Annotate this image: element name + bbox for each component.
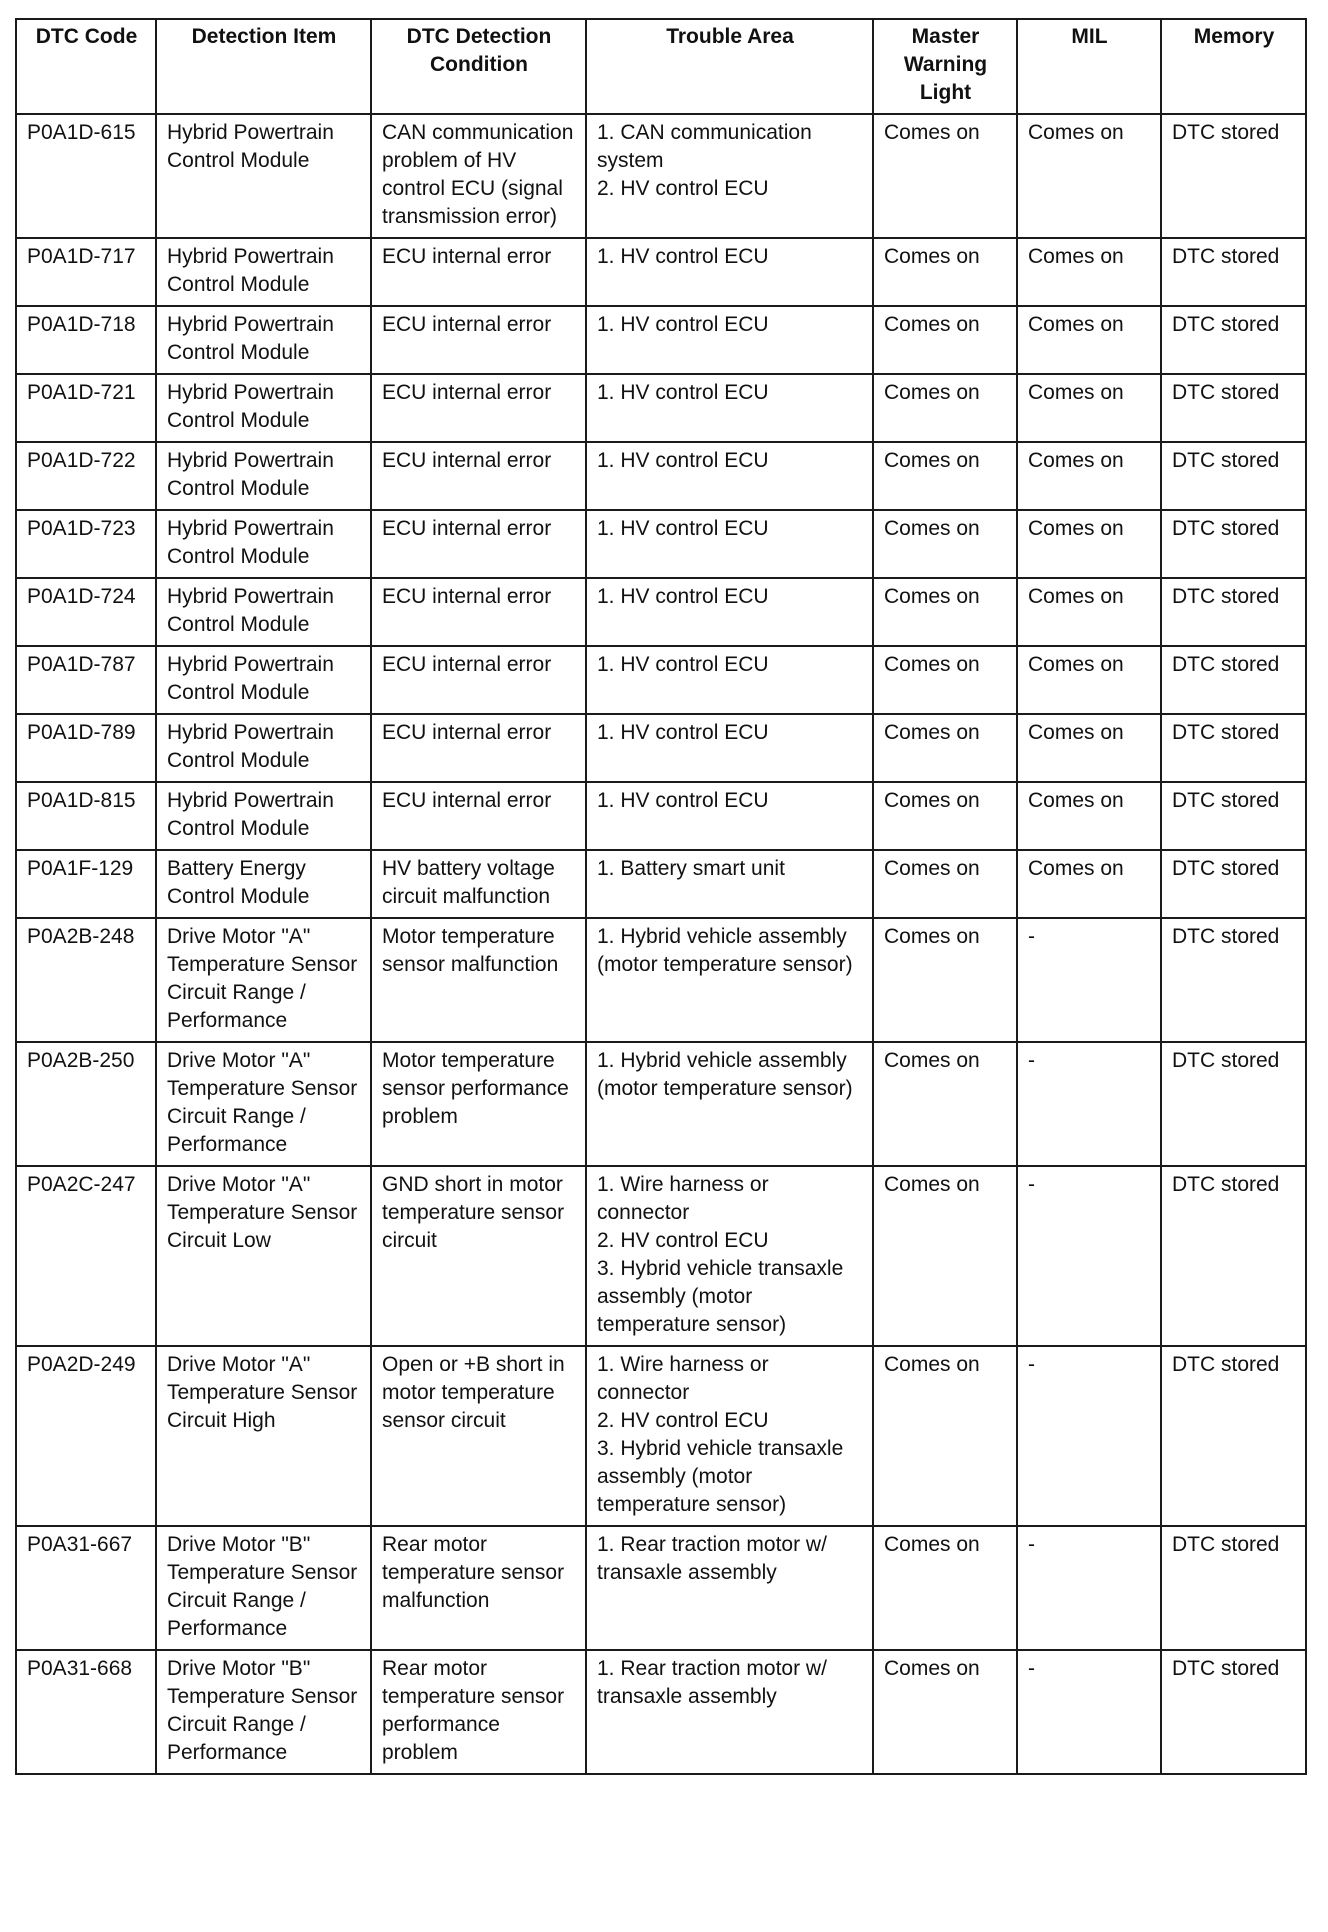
cell-detection-condition [371,850,586,918]
cell-detection-condition-text: ECU internal error [382,585,552,608]
cell-master-warning-light [873,442,1017,510]
cell-mil [1017,578,1161,646]
cell-master-warning-light-text: Comes on [884,653,980,676]
cell-detection-item [156,646,371,714]
table-row [16,714,1306,782]
cell-trouble-area-text: 1. Hybrid vehicle assembly (motor temperature sensor) [597,925,853,976]
cell-mil-text: Comes on [1028,585,1124,608]
cell-mil-text: Comes on [1028,517,1124,540]
cell-trouble-area-text: 1. CAN communication system 2. HV control ECU [597,121,812,200]
cell-mil-text: Comes on [1028,653,1124,676]
table-row [16,442,1306,510]
cell-detection-item-text: Hybrid Powertrain Control Module [167,449,334,500]
cell-memory-text: DTC stored [1172,1657,1280,1680]
cell-trouble-area [586,1526,873,1650]
cell-trouble-area [586,714,873,782]
cell-mil-text: - [1028,1533,1035,1556]
cell-dtc-code [16,1166,156,1346]
cell-dtc-code-text: P0A1D-787 [27,653,136,676]
cell-trouble-area-text: 1. Hybrid vehicle assembly (motor temperature sensor) [597,1049,853,1100]
cell-mil [1017,1346,1161,1526]
cell-mil-text: - [1028,1173,1035,1196]
cell-detection-condition [371,1166,586,1346]
header-memory: Memory [1161,19,1306,114]
cell-dtc-code [16,1650,156,1774]
table-row [16,782,1306,850]
cell-detection-condition [371,374,586,442]
cell-master-warning-light-text: Comes on [884,381,980,404]
cell-mil-text: Comes on [1028,313,1124,336]
cell-detection-condition [371,782,586,850]
cell-memory [1161,306,1306,374]
cell-detection-item-text: Hybrid Powertrain Control Module [167,585,334,636]
cell-detection-condition [371,1042,586,1166]
cell-dtc-code-text: P0A1D-722 [27,449,136,472]
cell-dtc-code-text: P0A1F-129 [27,857,134,880]
cell-detection-item-text: Hybrid Powertrain Control Module [167,313,334,364]
table-row [16,306,1306,374]
header-detection-item: Detection Item [156,19,371,114]
cell-master-warning-light [873,850,1017,918]
cell-detection-condition [371,238,586,306]
cell-dtc-code-text: P0A1D-721 [27,381,136,404]
cell-dtc-code-text: P0A2C-247 [27,1173,136,1196]
cell-trouble-area-text: 1. HV control ECU [597,653,769,676]
cell-dtc-code [16,782,156,850]
cell-dtc-code-text: P0A1D-718 [27,313,136,336]
cell-mil [1017,1166,1161,1346]
cell-memory-text: DTC stored [1172,585,1280,608]
cell-dtc-code [16,714,156,782]
cell-master-warning-light [873,510,1017,578]
cell-memory [1161,1166,1306,1346]
cell-trouble-area [586,238,873,306]
cell-memory [1161,850,1306,918]
cell-detection-item [156,850,371,918]
cell-trouble-area [586,1650,873,1774]
cell-detection-item [156,238,371,306]
cell-memory-text: DTC stored [1172,1049,1280,1072]
cell-detection-item-text: Hybrid Powertrain Control Module [167,381,334,432]
cell-mil-text: Comes on [1028,789,1124,812]
cell-master-warning-light-text: Comes on [884,449,980,472]
cell-detection-condition-text: CAN communication problem of HV control ECU (signal transmission error) [382,121,574,228]
cell-trouble-area-text: 1. Battery smart unit [597,857,785,880]
cell-detection-condition-text: Motor temperature sensor malfunction [382,925,559,976]
cell-dtc-code [16,1346,156,1526]
cell-detection-condition-text: ECU internal error [382,313,552,336]
cell-dtc-code [16,306,156,374]
cell-detection-condition [371,510,586,578]
cell-memory [1161,442,1306,510]
cell-memory-text: DTC stored [1172,381,1280,404]
cell-memory-text: DTC stored [1172,653,1280,676]
cell-detection-item-text: Hybrid Powertrain Control Module [167,245,334,296]
cell-detection-item-text: Drive Motor "B" Temperature Sensor Circuit Range / Performance [167,1657,358,1764]
header-detection-condition: DTC Detection Condition [371,19,586,114]
cell-detection-item-text: Hybrid Powertrain Control Module [167,653,334,704]
cell-master-warning-light [873,714,1017,782]
table-body [16,114,1306,1774]
cell-mil-text: Comes on [1028,121,1124,144]
cell-trouble-area [586,114,873,238]
cell-mil-text: Comes on [1028,449,1124,472]
cell-trouble-area-text: 1. HV control ECU [597,517,769,540]
table-row [16,1166,1306,1346]
cell-detection-item-text: Drive Motor "A" Temperature Sensor Circuit Low [167,1173,358,1252]
cell-master-warning-light [873,918,1017,1042]
cell-dtc-code-text: P0A1D-717 [27,245,136,268]
cell-master-warning-light-text: Comes on [884,313,980,336]
cell-master-warning-light [873,1166,1017,1346]
cell-detection-condition-text: ECU internal error [382,381,552,404]
cell-trouble-area-text: 1. HV control ECU [597,789,769,812]
cell-master-warning-light [873,1526,1017,1650]
cell-trouble-area [586,1166,873,1346]
cell-mil-text: - [1028,1657,1035,1680]
cell-memory-text: DTC stored [1172,449,1280,472]
cell-memory [1161,578,1306,646]
cell-master-warning-light [873,646,1017,714]
cell-memory [1161,918,1306,1042]
cell-master-warning-light [873,578,1017,646]
cell-memory-text: DTC stored [1172,245,1280,268]
cell-mil-text: - [1028,925,1035,948]
cell-dtc-code [16,850,156,918]
table-row [16,1650,1306,1774]
cell-memory [1161,782,1306,850]
cell-detection-condition [371,646,586,714]
table-row [16,918,1306,1042]
table-row [16,1042,1306,1166]
cell-mil [1017,714,1161,782]
cell-master-warning-light-text: Comes on [884,1657,980,1680]
cell-dtc-code-text: P0A2D-249 [27,1353,136,1376]
cell-mil [1017,374,1161,442]
cell-detection-condition-text: ECU internal error [382,789,552,812]
cell-dtc-code-text: P0A2B-250 [27,1049,135,1072]
cell-detection-condition [371,306,586,374]
dtc-table [15,18,1307,1775]
table-row [16,1346,1306,1526]
cell-dtc-code-text: P0A1D-724 [27,585,136,608]
header-dtc-code: DTC Code [16,19,156,114]
cell-master-warning-light [873,306,1017,374]
cell-detection-condition-text: ECU internal error [382,653,552,676]
cell-mil [1017,306,1161,374]
cell-memory [1161,1042,1306,1166]
cell-dtc-code [16,114,156,238]
cell-dtc-code-text: P0A1D-723 [27,517,136,540]
cell-master-warning-light-text: Comes on [884,1173,980,1196]
cell-detection-item [156,1526,371,1650]
header-master-warning-light: Master Warning Light [873,19,1017,114]
cell-detection-item [156,714,371,782]
cell-master-warning-light-text: Comes on [884,245,980,268]
cell-detection-item [156,114,371,238]
cell-mil-text: Comes on [1028,245,1124,268]
cell-trouble-area-text: 1. Rear traction motor w/ transaxle assembly [597,1533,827,1584]
cell-trouble-area [586,510,873,578]
cell-trouble-area-text: 1. HV control ECU [597,381,769,404]
table-row [16,238,1306,306]
cell-trouble-area [586,1042,873,1166]
cell-dtc-code-text: P0A1D-815 [27,789,136,812]
cell-dtc-code-text: P0A1D-615 [27,121,136,144]
cell-memory [1161,714,1306,782]
cell-memory-text: DTC stored [1172,857,1280,880]
cell-detection-item [156,1346,371,1526]
cell-dtc-code [16,442,156,510]
cell-detection-condition [371,1526,586,1650]
cell-detection-condition-text: ECU internal error [382,245,552,268]
cell-trouble-area-text: 1. HV control ECU [597,449,769,472]
cell-detection-condition-text: Motor temperature sensor performance problem [382,1049,569,1128]
cell-detection-item [156,442,371,510]
cell-mil [1017,782,1161,850]
cell-dtc-code-text: P0A31-667 [27,1533,133,1556]
header-trouble-area: Trouble Area [586,19,873,114]
cell-mil-text: - [1028,1049,1035,1072]
table-row [16,1526,1306,1650]
cell-mil-text: - [1028,1353,1035,1376]
cell-dtc-code [16,918,156,1042]
cell-memory-text: DTC stored [1172,1533,1280,1556]
cell-master-warning-light-text: Comes on [884,585,980,608]
cell-master-warning-light-text: Comes on [884,121,980,144]
cell-mil [1017,510,1161,578]
cell-dtc-code [16,238,156,306]
cell-trouble-area [586,1346,873,1526]
table-row [16,578,1306,646]
cell-trouble-area-text: 1. Rear traction motor w/ transaxle assembly [597,1657,827,1708]
cell-detection-item [156,1166,371,1346]
cell-detection-item-text: Hybrid Powertrain Control Module [167,121,334,172]
table-row [16,510,1306,578]
cell-dtc-code-text: P0A31-668 [27,1657,133,1680]
cell-detection-condition-text: Rear motor temperature sensor performance problem [382,1657,565,1764]
header-mil: MIL [1017,19,1161,114]
cell-trouble-area-text: 1. Wire harness or connector 2. HV control ECU 3. Hybrid vehicle transaxle assembly (motor temperature sensor) [597,1353,844,1516]
cell-master-warning-light [873,782,1017,850]
cell-memory-text: DTC stored [1172,721,1280,744]
cell-detection-item [156,1650,371,1774]
cell-detection-item [156,782,371,850]
cell-mil-text: Comes on [1028,721,1124,744]
cell-master-warning-light-text: Comes on [884,857,980,880]
cell-detection-item [156,1042,371,1166]
cell-master-warning-light [873,374,1017,442]
cell-dtc-code [16,1526,156,1650]
cell-detection-item-text: Drive Motor "B" Temperature Sensor Circuit Range / Performance [167,1533,358,1640]
cell-detection-item-text: Hybrid Powertrain Control Module [167,721,334,772]
cell-memory-text: DTC stored [1172,789,1280,812]
cell-detection-condition [371,1650,586,1774]
cell-detection-item-text: Drive Motor "A" Temperature Sensor Circuit Range / Performance [167,1049,358,1156]
cell-trouble-area-text: 1. HV control ECU [597,585,769,608]
cell-detection-condition-text: GND short in motor temperature sensor circuit [382,1173,565,1252]
cell-detection-item-text: Hybrid Powertrain Control Module [167,789,334,840]
cell-memory-text: DTC stored [1172,1173,1280,1196]
cell-trouble-area [586,442,873,510]
cell-trouble-area [586,782,873,850]
cell-memory-text: DTC stored [1172,1353,1280,1376]
cell-mil [1017,850,1161,918]
cell-detection-condition-text: Open or +B short in motor temperature sensor circuit [382,1353,565,1432]
cell-memory [1161,374,1306,442]
cell-trouble-area [586,374,873,442]
cell-memory [1161,114,1306,238]
cell-mil [1017,238,1161,306]
cell-detection-item-text: Drive Motor "A" Temperature Sensor Circuit Range / Performance [167,925,358,1032]
cell-detection-item-text: Battery Energy Control Module [167,857,310,908]
cell-memory [1161,1526,1306,1650]
cell-detection-item-text: Drive Motor "A" Temperature Sensor Circuit High [167,1353,358,1432]
cell-dtc-code [16,578,156,646]
cell-detection-item [156,918,371,1042]
cell-detection-item [156,578,371,646]
cell-master-warning-light [873,238,1017,306]
cell-dtc-code-text: P0A1D-789 [27,721,136,744]
cell-master-warning-light-text: Comes on [884,925,980,948]
cell-memory-text: DTC stored [1172,517,1280,540]
cell-trouble-area-text: 1. HV control ECU [597,721,769,744]
cell-detection-condition-text: ECU internal error [382,721,552,744]
cell-memory [1161,510,1306,578]
cell-trouble-area [586,918,873,1042]
cell-detection-condition [371,1346,586,1526]
cell-memory-text: DTC stored [1172,121,1280,144]
cell-detection-condition [371,918,586,1042]
cell-memory-text: DTC stored [1172,313,1280,336]
cell-detection-condition-text: Rear motor temperature sensor malfunction [382,1533,565,1612]
cell-dtc-code-text: P0A2B-248 [27,925,135,948]
cell-detection-condition-text: HV battery voltage circuit malfunction [382,857,555,908]
cell-detection-condition [371,578,586,646]
cell-memory-text: DTC stored [1172,925,1280,948]
cell-detection-condition [371,114,586,238]
cell-detection-condition [371,442,586,510]
cell-master-warning-light-text: Comes on [884,1533,980,1556]
table-row [16,374,1306,442]
cell-detection-condition-text: ECU internal error [382,449,552,472]
cell-mil-text: Comes on [1028,857,1124,880]
cell-mil [1017,1042,1161,1166]
cell-detection-item-text: Hybrid Powertrain Control Module [167,517,334,568]
cell-detection-condition-text: ECU internal error [382,517,552,540]
cell-mil [1017,918,1161,1042]
table-header [16,19,1306,114]
cell-trouble-area [586,646,873,714]
cell-memory [1161,1650,1306,1774]
cell-master-warning-light-text: Comes on [884,1353,980,1376]
cell-dtc-code [16,510,156,578]
cell-mil [1017,646,1161,714]
cell-mil [1017,1526,1161,1650]
cell-mil-text: Comes on [1028,381,1124,404]
cell-dtc-code [16,374,156,442]
table-row [16,850,1306,918]
cell-memory [1161,1346,1306,1526]
cell-master-warning-light-text: Comes on [884,789,980,812]
cell-trouble-area-text: 1. HV control ECU [597,245,769,268]
cell-mil [1017,442,1161,510]
table-row [16,114,1306,238]
cell-mil [1017,114,1161,238]
cell-trouble-area [586,850,873,918]
cell-trouble-area-text: 1. Wire harness or connector 2. HV control ECU 3. Hybrid vehicle transaxle assembly (motor temperature sensor) [597,1173,844,1336]
cell-master-warning-light [873,1650,1017,1774]
cell-trouble-area-text: 1. HV control ECU [597,313,769,336]
cell-master-warning-light-text: Comes on [884,721,980,744]
cell-detection-condition [371,714,586,782]
cell-master-warning-light-text: Comes on [884,1049,980,1072]
cell-dtc-code [16,646,156,714]
cell-master-warning-light [873,1346,1017,1526]
cell-detection-item [156,510,371,578]
cell-memory [1161,238,1306,306]
cell-master-warning-light-text: Comes on [884,517,980,540]
cell-dtc-code [16,1042,156,1166]
cell-detection-item [156,306,371,374]
cell-mil [1017,1650,1161,1774]
cell-memory [1161,646,1306,714]
cell-master-warning-light [873,114,1017,238]
cell-trouble-area [586,306,873,374]
cell-master-warning-light [873,1042,1017,1166]
cell-trouble-area [586,578,873,646]
header-row [16,19,1306,114]
table-row [16,646,1306,714]
cell-detection-item [156,374,371,442]
